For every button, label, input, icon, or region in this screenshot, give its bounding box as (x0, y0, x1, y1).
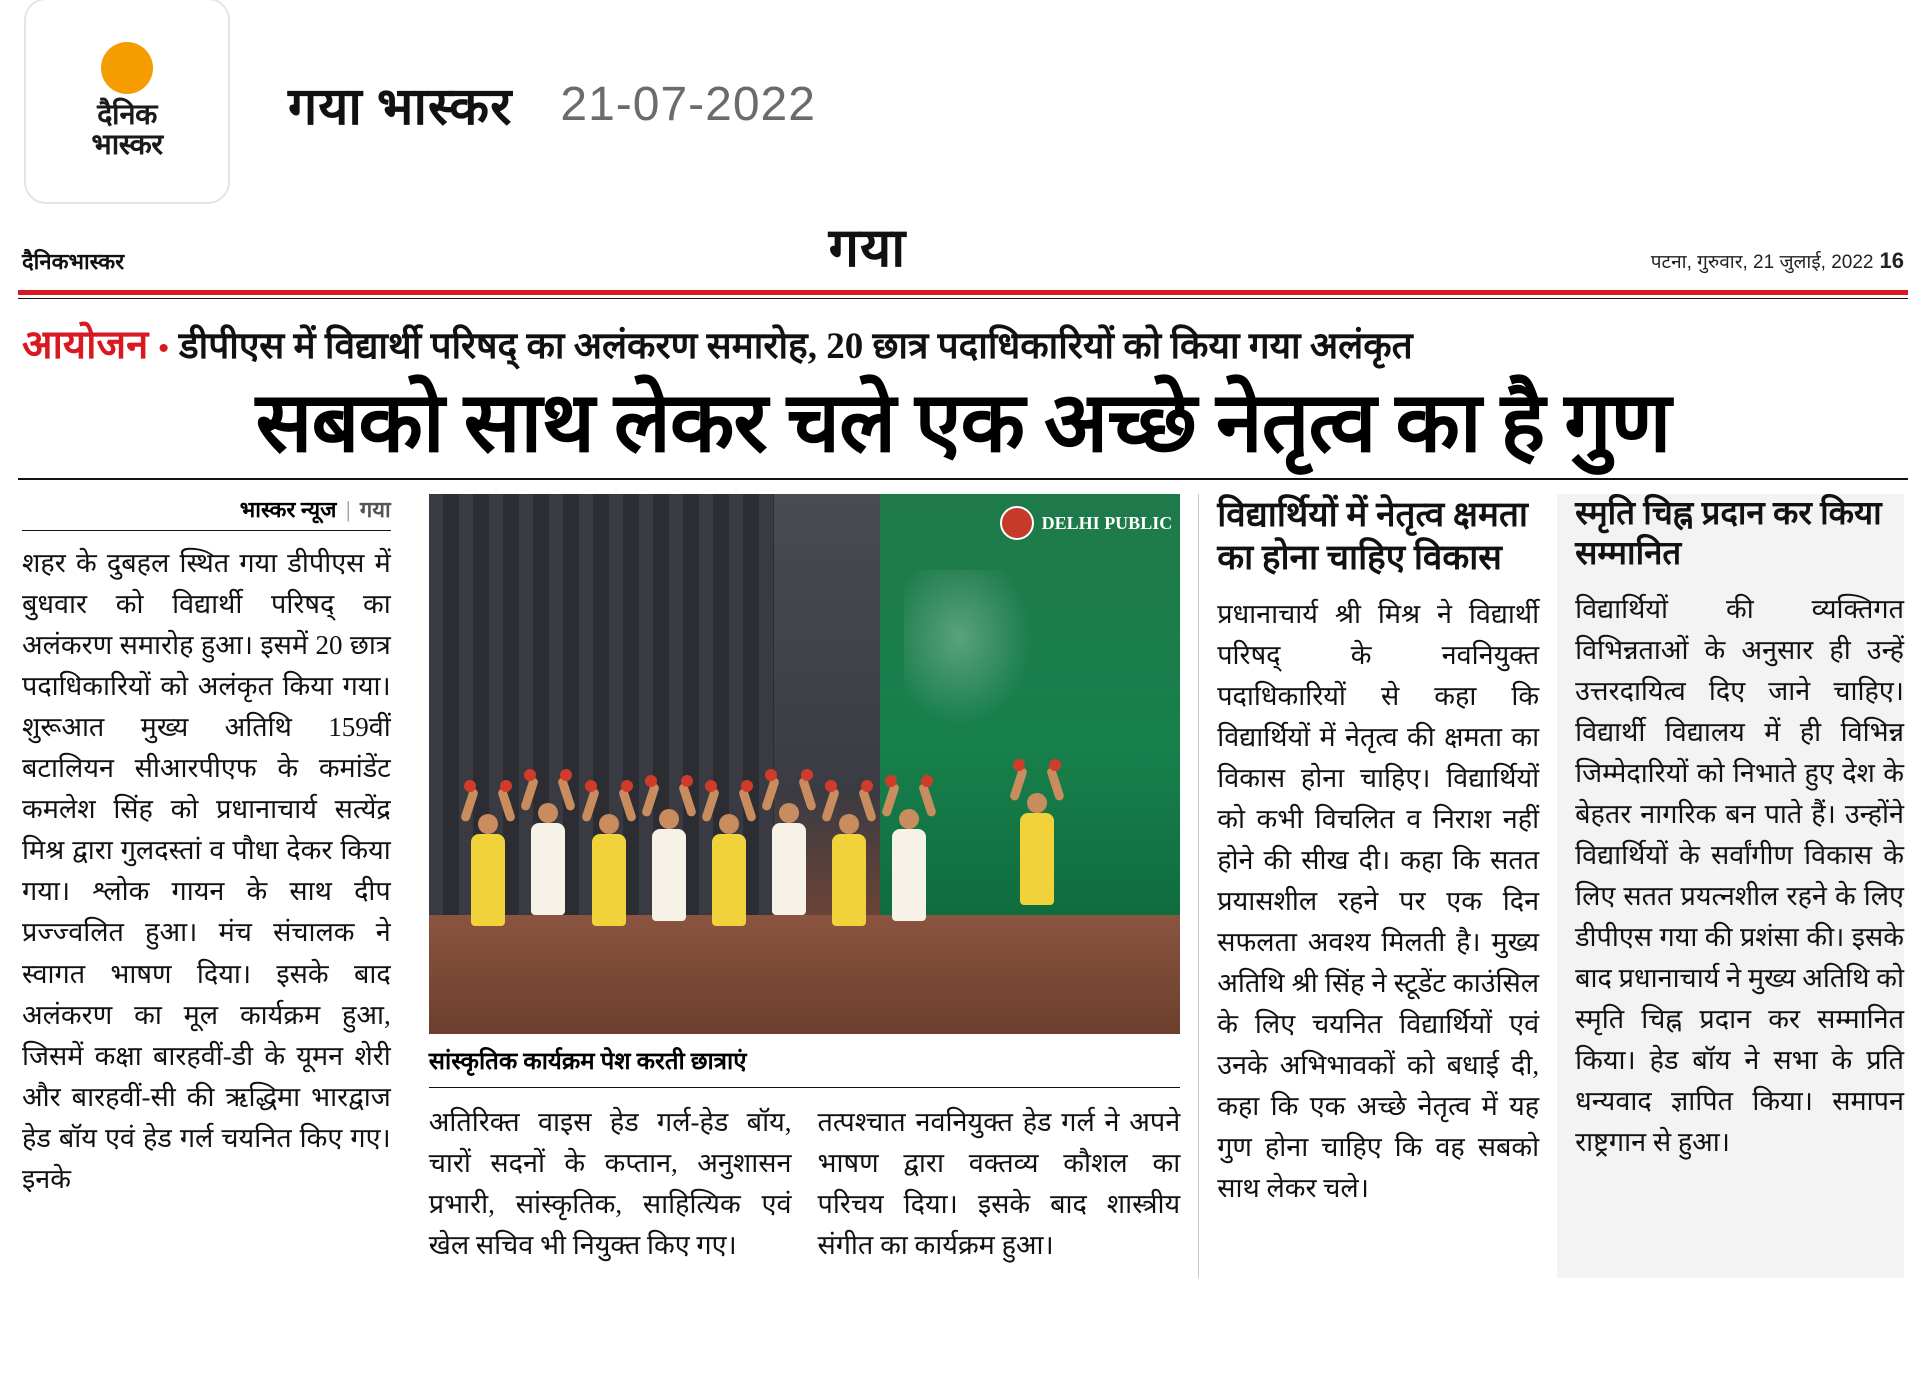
performer (1015, 793, 1059, 905)
performer (587, 814, 631, 926)
performer (466, 814, 510, 926)
masthead-thin-rule (18, 298, 1908, 299)
kicker (18, 315, 1908, 370)
performer-dress (652, 829, 686, 921)
performer-dress (471, 834, 505, 926)
edition-date: 21-07-2022 (560, 77, 816, 131)
performer-dress (832, 834, 866, 926)
performer-arms (646, 783, 692, 813)
performer (887, 809, 931, 921)
stage-floor (429, 915, 1180, 1034)
masthead (18, 208, 1908, 288)
school-banner (1000, 506, 1173, 540)
byline (22, 494, 391, 531)
performer-arms (886, 783, 932, 813)
performer-arms (1014, 767, 1060, 797)
masthead-brand: दैनिकभास्कर (22, 249, 125, 274)
performer-arms (706, 788, 752, 818)
performer-dress (531, 823, 565, 915)
app-header (0, 0, 1926, 190)
article-body (18, 494, 1908, 1278)
section2-body: प्रधानाचार्य श्री मिश्र ने विद्यार्थी परिषद् के नवनियुक्त पदाधिकारियों से कहा कि विद्यार्थियों में नेतृत्व की क्षमता का विकास होना चाहिए। विद्यार्थियों को कभी विचलित व निराश नहीं होने की सीख दी। कहा कि सतत प्रयासशील रहने पर एक दिन सफलता अवश्य मिलती है। मुख्य अतिथि श्री सिंह ने स्टूडेंट काउंसिल के लिए चयनित विद्यार्थियों एवं उनके अभिभावकों को बधाई दी, कहा कि एक अच्छे नेतृत्व में यह गुण होना चाहिए कि वह सबको साथ लेकर चले। (1217, 598, 1540, 1203)
performer-dress (712, 834, 746, 926)
masthead-city: गया (828, 218, 907, 278)
headline: सबको साथ लेकर चले एक अच्छे नेतृत्व का है गुण (255, 377, 1671, 470)
performer-arms (586, 788, 632, 818)
logo-word-line2: भास्कर (91, 129, 163, 161)
column-photo (411, 494, 1198, 1278)
lead-paragraph: शहर के दुबहल स्थित गया डीपीएस में बुधवार को विद्यार्थी परिषद् का अलंकरण समारोह हुआ। इसमें 20 छात्र पदाधिकारियों को अलंकृत किया गया। शुरूआत मुख्य अतिथि 159वीं बटालियन सीआरपीएफ के कमांडेंट कमलेश सिंह को प्रधानाचार्य सत्येंद्र मिश्र द्वारा गुलदस्तां व पौधा देकर किया गया। श्लोक गायन के साथ दीप प्रज्ज्वलित हुआ। मंच संचालक ने स्वागत भाषण दिया। इसके बाद अलंकरण का मूल कार्यक्रम हुआ, जिसमें कक्षा बारहवीं-डी के यूमन शेरी और बारहवीं-सी की ऋद्धिमा भारद्वाज हेड बॉय एवं हेड गर्ल चयनित किए गए। इनके (22, 548, 391, 1194)
masthead-red-rule (18, 290, 1908, 295)
photo-subcolumns (429, 1102, 1180, 1278)
school-seal-icon (1000, 506, 1034, 540)
event-photo (429, 494, 1180, 1034)
performer-dress (892, 829, 926, 921)
performer-dress (772, 823, 806, 915)
byline-author: भास्कर न्यूज (239, 497, 337, 523)
performer-dress (1020, 813, 1054, 905)
performer-arms (465, 788, 511, 818)
performer-arms (766, 777, 812, 807)
photo-caption: सांस्कृतिक कार्यक्रम पेश करती छात्राएं (429, 1034, 1180, 1088)
section3-body: विद्यार्थियों की व्यक्तिगत विभिन्नताओं के अनुसार ही उन्हें उत्तरदायित्व दिए जाने चाहिए। विद्यार्थी विद्यालय में ही विभिन्न जिम्मेदारियों को निभाते हुए देश के बेहतर नागरिक बन पाते हैं। उन्होंने विद्यार्थियों के सर्वांगीण विकास के लिए सतत प्रयत्नशील रहने के लिए डीपीएस गया की प्रशंसा की। इसके बाद प्रधानाचार्य ने मुख्य अतिथि को स्मृति चिह्न प्रदान कर सम्मानित किया। हेड बॉय ने सभा के प्रति धन्यवाद ज्ञापित किया। समापन राष्ट्रगान से हुआ। (1575, 593, 1904, 1158)
mid-paragraph-b: तत्पश्चात नवनियुक्त हेड गर्ल ने अपने भाषण द्वारा वक्तव्य कौशल का परिचय दिया। इसके बाद शास्त्रीय संगीत का कार्यक्रम हुआ। (817, 1107, 1181, 1261)
page-number: 16 (1879, 248, 1904, 273)
dainik-bhaskar-logo (24, 0, 230, 204)
performer (647, 809, 691, 921)
kicker-tag: आयोजन (22, 322, 149, 367)
edition-title: गया भास्कर (288, 78, 513, 136)
performer-arms (826, 788, 872, 818)
mid-paragraph-a: अतिरिक्त वाइस हेड गर्ल-हेड बॉय, चारों सदनों के कप्तान, अनुशासन प्रभारी, सांस्कृतिक, साहित्यिक एवं खेल सचिव भी नियुक्त किए गए। (428, 1107, 792, 1261)
sun-icon (101, 42, 153, 94)
column-section3 (1557, 494, 1904, 1278)
kicker-bullet-icon: • (158, 332, 169, 365)
section2-heading: विद्यार्थियों में नेतृत्व क्षमता का होना चाहिए विकास (1217, 495, 1528, 577)
performer (526, 803, 570, 915)
performer (827, 814, 871, 926)
masthead-dateline-group (1651, 248, 1904, 282)
performer (767, 803, 811, 915)
column-mid-b (817, 1102, 1180, 1278)
column-lead (22, 494, 411, 1278)
logo-word-line1: दैनिक (97, 98, 157, 131)
performer-arms (525, 777, 571, 807)
school-banner-text: DELHI PUBLIC (1041, 512, 1173, 533)
byline-separator: | (345, 497, 351, 523)
headline-divider (18, 478, 1908, 480)
newspaper-clipping (18, 208, 1908, 1278)
section3-heading: स्मृति चिह्न प्रदान कर किया सम्मानित (1575, 496, 1882, 573)
masthead-dateline: पटना, गुरुवार, 21 जुलाई, 2022 (1650, 252, 1874, 273)
performer (707, 814, 751, 926)
column-mid-a (429, 1102, 792, 1278)
byline-place: गया (359, 497, 391, 523)
kicker-text: डीपीएस में विद्यार्थी परिषद् का अलंकरण समारोह, 20 छात्र पदाधिकारियों को किया गया अलंकृत (178, 326, 1413, 367)
photo-wrap (429, 494, 1180, 1034)
performer-dress (592, 834, 626, 926)
column-section2 (1198, 494, 1557, 1278)
